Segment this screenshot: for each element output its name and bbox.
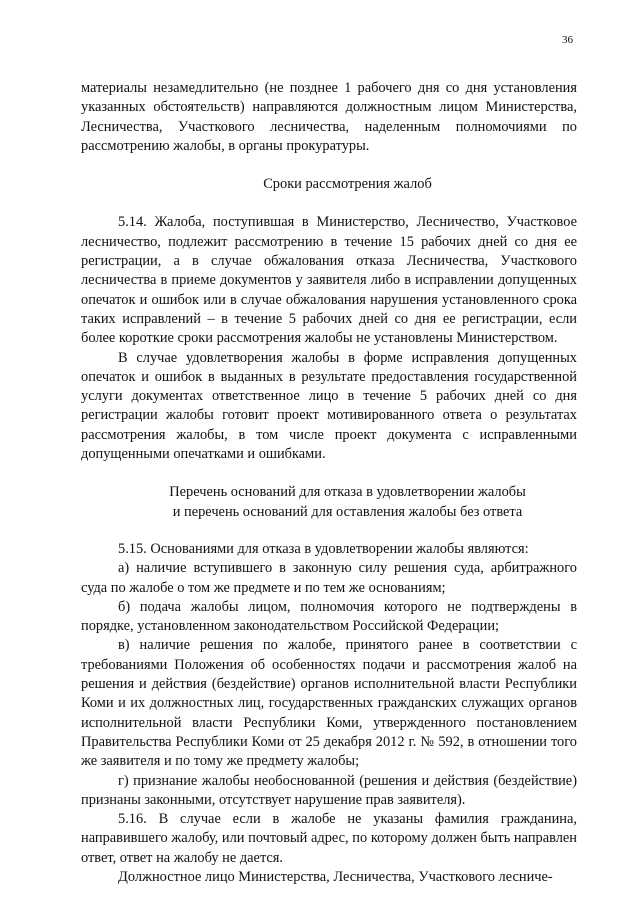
page-number: 36 bbox=[562, 34, 573, 46]
heading-refusal-grounds bbox=[81, 483, 577, 522]
paragraph-correction-response: В случае удовлетворения жалобы в форме исправления допущенных опечаток и ошибок в выданных в результате предоставления государственной услуги документах ответственное лицо в течение 5 рабочих дней со дня регистрации жалобы готовит проект мотивированного ответа о результатах рассмотрения жалобы, в том числе проект документа с исправленными допущенными опечатками и ошибками. bbox=[81, 349, 577, 463]
paragraph-5-16: 5.16. В случае если в жалобе не указаны фамилия гражданина, направившего жалобу, или почтовый адрес, по которому должен быть направлен ответ, ответ на жалобу не дается. bbox=[81, 811, 577, 866]
heading-refusal-grounds-line2: и перечень оснований для оставления жалобы без ответа bbox=[172, 503, 523, 520]
list-item-a: а) наличие вступившего в законную силу решения суда, арбитражного суда по жалобе о том же предмете и по тем же основаниям; bbox=[81, 560, 577, 596]
heading-refusal-grounds-line1: Перечень оснований для отказа в удовлетворении жалобы bbox=[169, 484, 526, 501]
list-item-v: в) наличие решения по жалобе, принятого ранее в соответствии с требованиями Положения об особенностях подачи и рассмотрения жалоб на решения и действия (бездействие) органов исполнительной власти Республики Коми и их должностных лиц, государственных гражданских служащих органов исполнительной власти Республики Коми, утвержденного постановлением Правительства Республики Коми от 25 декабря 2012 г. № 592, в отношении того же заявителя и по тому же предмету жалобы; bbox=[81, 637, 577, 770]
paragraph-5-15: 5.15. Основаниями для отказа в удовлетворении жалобы являются: bbox=[118, 540, 529, 557]
paragraph-official-continuation: Должностное лицо Министерства, Лесничества, Участкового лесниче- bbox=[118, 868, 553, 885]
list-item-g: г) признание жалобы необоснованной (решения и действия (бездействие) признаны законными, отсутствует нарушение прав заявителя). bbox=[81, 772, 577, 808]
document-body bbox=[81, 79, 577, 887]
heading-complaint-review-terms: Сроки рассмотрения жалоб bbox=[263, 176, 432, 193]
list-item-b: б) подача жалобы лицом, полномочия которого не подтверждены в порядке, установленном законодательством Российской Федерации; bbox=[81, 598, 577, 635]
paragraph-prosecutor-referral: материалы незамедлительно (не позднее 1 рабочего дня со дня установления указанных обстоятельств) направляются должностным лицом Министерства, Лесничества, Участкового лесничества, наделенным полномочиями по рассмотрению жалобы, в органы прокуратуры. bbox=[81, 80, 577, 154]
paragraph-5-14: 5.14. Жалоба, поступившая в Министерство, Лесничество, Участковое лесничество, подлежит рассмотрению в течение 15 рабочих дней со дня ее регистрации, а в случае обжалования отказа Лесничества, Участкового лесничества в приеме документов у заявителя либо в исправлении допущенных опечаток и ошибок или в случае обжалования нарушения установленного срока таких исправлений – в течение 5 рабочих дней со дня ее регистрации, если более короткие сроки рассмотрения жалобы не установлены Министерством. bbox=[81, 214, 577, 347]
